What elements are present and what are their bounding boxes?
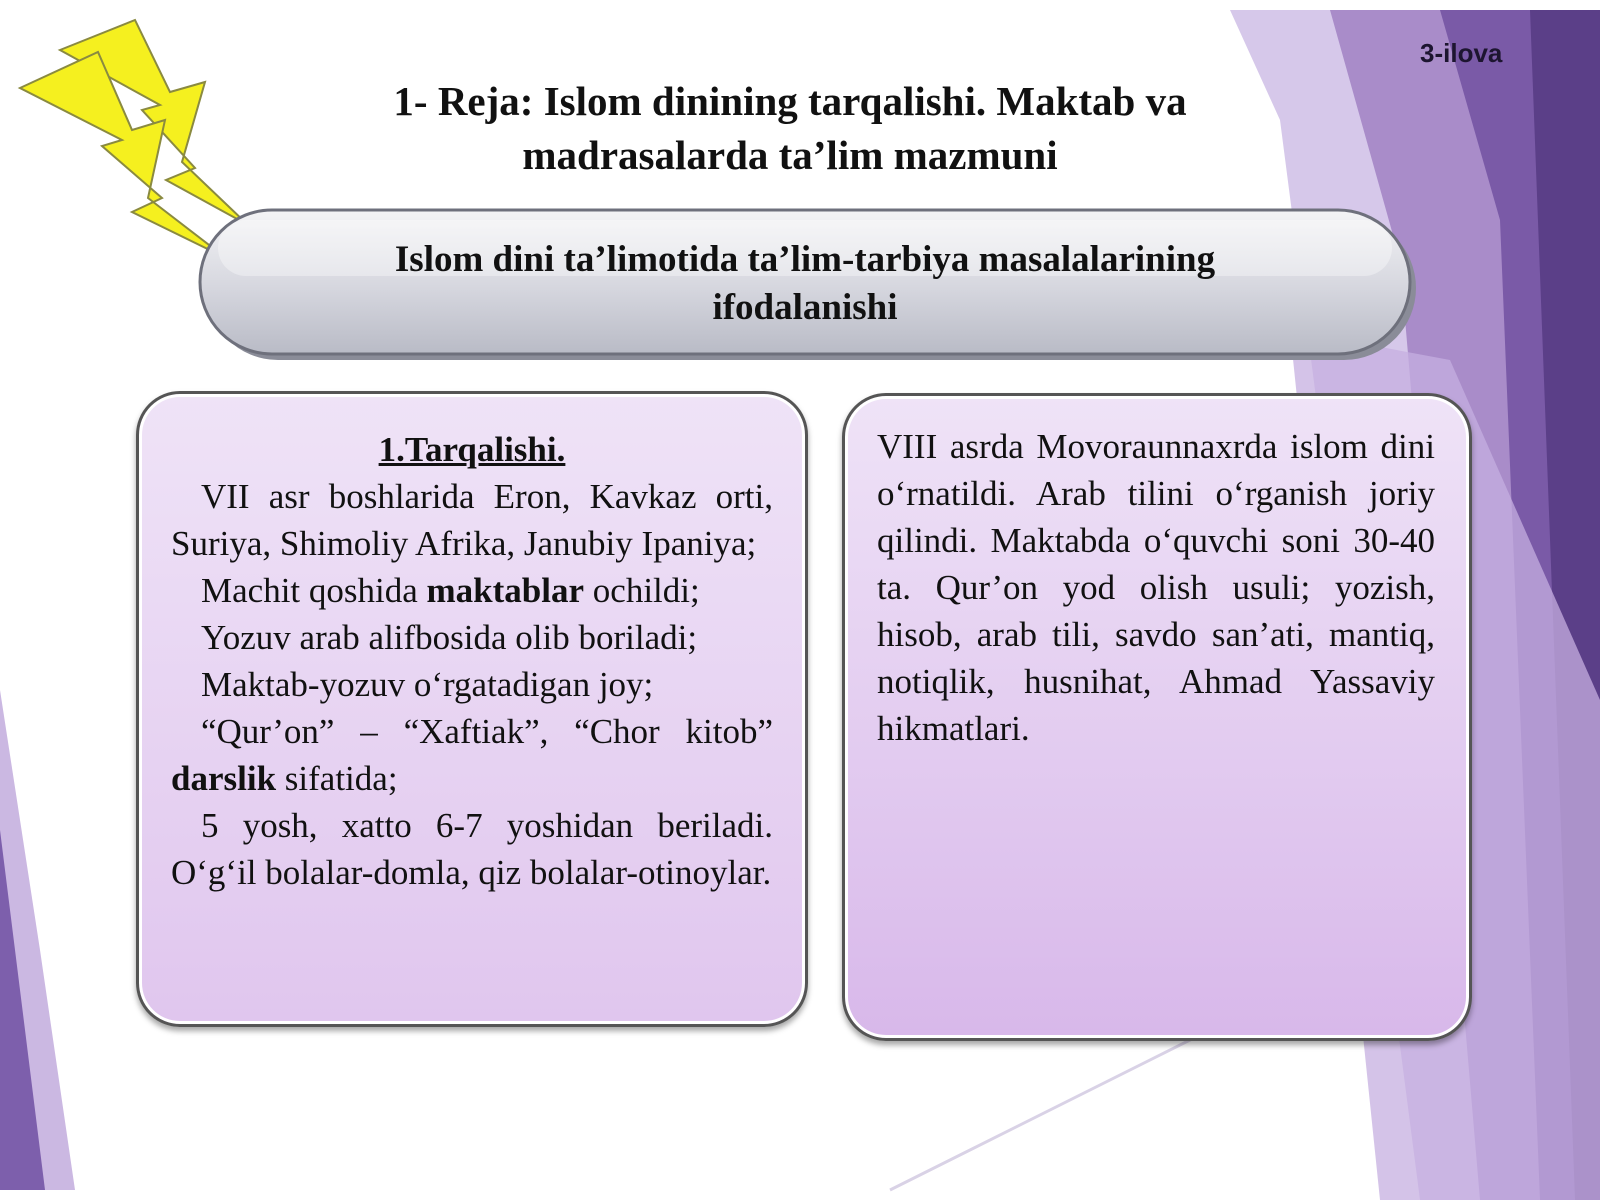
schools-bold-term: maktablar	[426, 571, 585, 610]
subtitle-line-2: ifodalanishi	[712, 287, 898, 328]
appendix-label: 3-ilova	[1420, 38, 1503, 68]
decor-line	[890, 1030, 1210, 1190]
subtitle-line-1: Islom dini ta’limotida ta’lim-tarbiya masalalarining	[394, 239, 1216, 280]
subtitle-banner	[200, 212, 1410, 356]
textbook-bold-term: darslik	[171, 759, 277, 798]
card-paragraph-age: 5 yosh, xatto 6-7 yoshidan beriladi. O‘g‘il bolalar-domla, qiz bolalar-otinoylar.	[171, 806, 773, 892]
card-paragraph-school-definition: Maktab-yozuv o‘rgatadigan joy;	[201, 665, 654, 704]
education-content-text: VIII asrda Movoraunnaxrda islom dini o‘rnatildi. Arab tilini o‘rganish joriy qilindi. Maktabda o‘quvchi soni 30-40 ta. Qur’on yod olish usuli; yozish, hisob, arab tili, savdo san’ati, mantiq, notiqlik, husnihat, Ahmad Yassaviy hikmatlari.	[877, 427, 1435, 748]
slide-title	[260, 74, 1320, 182]
card-heading: 1.Tarqalishi.	[378, 430, 566, 469]
education-content-card	[842, 393, 1472, 1041]
card-paragraph-schools: Machit qoshida maktablar ochildi;	[201, 571, 700, 610]
card-paragraph-regions: VII asr boshlarida Eron, Kavkaz orti, Suriya, Shimoliy Afrika, Janubiy Ipaniya;	[171, 477, 773, 563]
card-paragraph-script: Yozuv arab alifbosida olib boriladi;	[201, 618, 698, 657]
slide-title-line-2: madrasalarda ta’lim mazmuni	[522, 132, 1058, 178]
card-paragraph-textbooks: “Qur’on” – “Xaftiak”, “Chor kitob” darslik sifatida;	[171, 712, 773, 798]
slide-title-line-1: 1- Reja: Islom dinining tarqalishi. Maktab va	[393, 78, 1187, 124]
spread-info-card	[136, 391, 808, 1027]
